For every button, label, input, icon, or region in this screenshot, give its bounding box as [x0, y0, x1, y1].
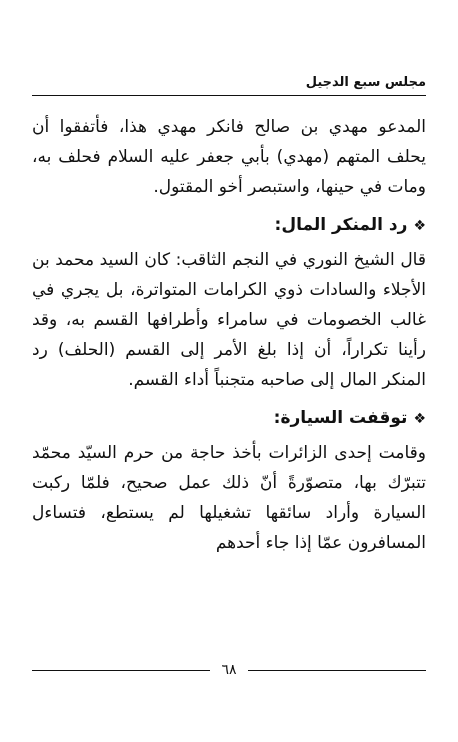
page-header: [32, 74, 426, 98]
paragraph-1: المدعو مهدي بن صالح فانكر مهدي هذا، فأتفقوا أن يحلف المتهم (مهدي) بأبي جعفر عليه السلام فحلف به، ومات في حينها، واستبصر أخو المقتول.: [32, 117, 426, 197]
diamond-bullet-icon: ❖: [413, 218, 426, 234]
paragraph-3: وقامت إحدى الزائرات بأخذ حاجة من حرم السيّد محمّد تتبرّك بها، متصوّرةً أنّ ذلك عمل صحيح، فلمّا ركبت السيارة وأراد سائقها تشغيلها لم يستطع، فتساءل المسافرون عمّا إذا جاء أحدهم: [32, 443, 426, 553]
section-heading-1-text: رد المنكر المال:: [274, 215, 408, 235]
footer-rule-left: [32, 670, 210, 671]
header-rule: [32, 95, 426, 96]
page-footer: [32, 660, 426, 680]
section-heading-2-text: توقفت السيارة:: [273, 408, 408, 428]
diamond-bullet-icon: ❖: [413, 411, 426, 427]
section-heading-2: [32, 403, 426, 434]
section-heading-1: [32, 210, 426, 241]
page-number: ٦٨: [221, 662, 237, 678]
running-title: مجلس سبع الدجيل: [305, 75, 426, 90]
paragraph-2: قال الشيخ النوري في النجم الثاقب: كان السيد محمد بن الأجلاء والسادات ذوي الكرامات المتواترة، بل يجري في غالب الخصومات في سامراء وأطرافها القسم به، وقد رأينا تكراراً، أن إذا بلغ الأمر إلى القسم (الحلف) رد المنكر المال إلى صاحبه متجنباً أداء القسم.: [32, 250, 426, 390]
page-body: [32, 112, 426, 558]
